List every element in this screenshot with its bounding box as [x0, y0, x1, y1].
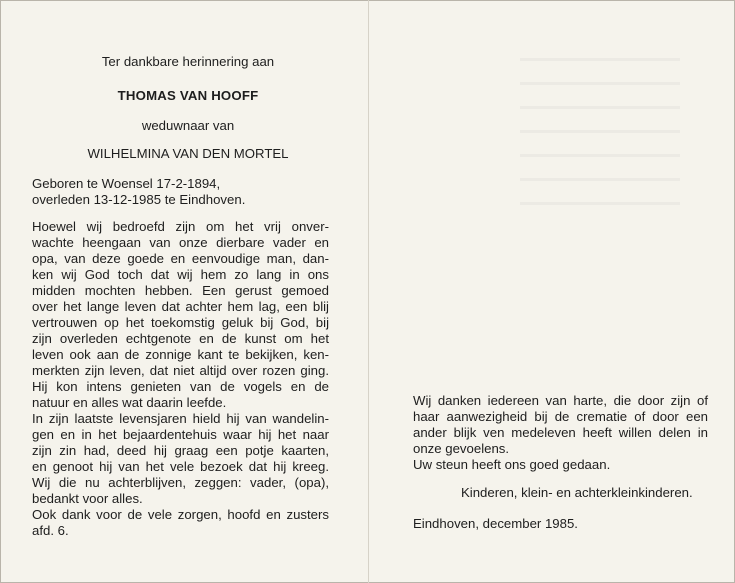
- body-line: merkten zijn leven, dat niet altijd over rozen ging.: [32, 363, 329, 378]
- body-line: over het lange leven dat achter hem lag, een blij: [32, 299, 329, 314]
- body-line: wachte heengaan van onze dierbare vader en: [32, 235, 329, 250]
- body-line: opa, van deze goede en eenvoudige man, dan-: [32, 251, 329, 266]
- bleed-through-print: [520, 58, 680, 208]
- body-line: Hoewel wij bedroefd zijn om het vrij onver-: [32, 219, 329, 234]
- relation-text: weduwnaar van: [141, 118, 235, 133]
- body-line: Hij kon intens genieten van de vogels en de: [32, 379, 329, 394]
- body-line: ken wij God toch dat wij hem zo lang in ons: [32, 267, 329, 282]
- body-line: leven ook aan de zonnige kant te bekijken, ken-: [32, 347, 329, 362]
- body-line: Ook dank voor de vele zorgen, hoofd en zusters: [32, 507, 329, 522]
- card-fold-line: [368, 0, 369, 583]
- body-line: afd. 6.: [32, 523, 69, 538]
- body-line: gen en in het bejaardentehuis waar hij het naar: [32, 427, 329, 442]
- body-line: bedankt voor alles.: [32, 491, 143, 506]
- body-line: vertrouwen op het toekomstig geluk bij God, bij: [32, 315, 329, 330]
- body-line: natuur en alles wat daarin leefde.: [32, 395, 227, 410]
- body-line: midden mochten hebben. Een gerust gemoed: [32, 283, 329, 298]
- body-line: In zijn laatste levensjaren hield hij van wandelin-: [32, 411, 329, 426]
- spouse-name: WILHELMINA VAN DEN MORTEL: [87, 146, 289, 161]
- deceased-name: THOMAS VAN HOOFF: [117, 88, 259, 103]
- signature-line: Kinderen, klein- en achterkleinkinderen.: [461, 485, 693, 500]
- place-date: Eindhoven, december 1985.: [413, 516, 578, 531]
- birth-line: Geboren te Woensel 17-2-1894,: [32, 176, 221, 191]
- intro-text: Ter dankbare herinnering aan: [101, 54, 275, 69]
- death-line: overleden 13-12-1985 te Eindhoven.: [32, 192, 246, 207]
- body-line: en genoot hij van het vele bezoek dat hij kreeg.: [32, 459, 329, 474]
- body-line: zijn zin had, deed hij graag een potje kaarten,: [32, 443, 329, 458]
- body-line: zijn overleden echtgenote en de kunst om het: [32, 331, 329, 346]
- thanks-line: onze gevoelens.: [413, 441, 510, 456]
- body-line: Wij die nu achterblijven, zeggen: vader, (opa),: [32, 475, 329, 490]
- thanks-line: haar aanwezigheid bij de crematie of door een: [413, 409, 708, 424]
- thanks-line: Uw steun heeft ons goed gedaan.: [413, 457, 611, 472]
- thanks-line: Wij danken iedereen van harte, die door zijn of: [413, 393, 708, 408]
- thanks-line: ander blijk ven medeleven heeft willen delen in: [413, 425, 708, 440]
